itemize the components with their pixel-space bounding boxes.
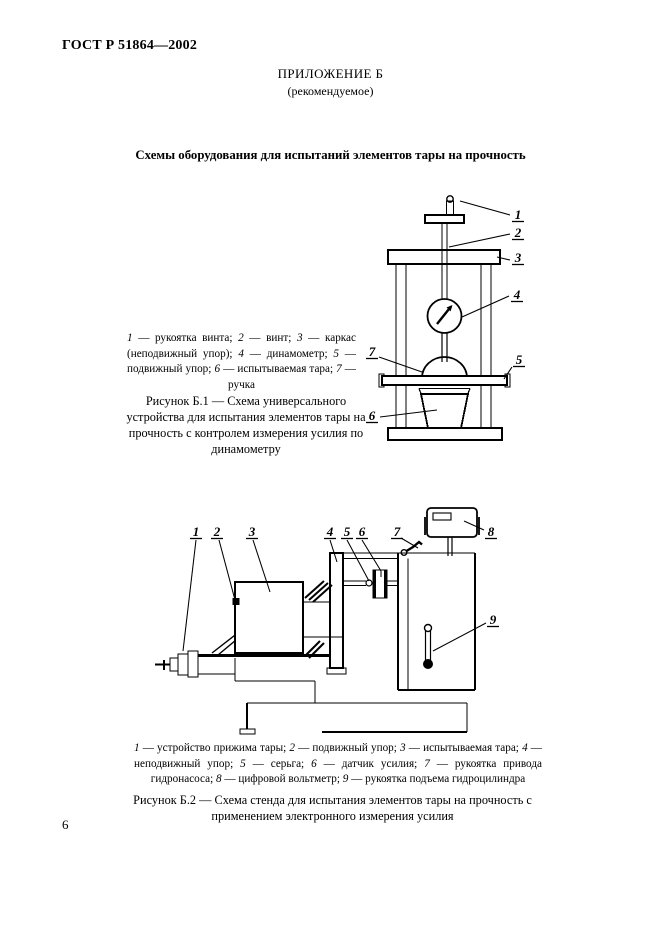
test-container xyxy=(419,389,470,429)
screw-handle xyxy=(425,196,464,300)
dynamometer-gauge xyxy=(428,299,462,362)
callout-9: 9 xyxy=(489,612,497,627)
callout-1: 1 xyxy=(514,207,522,222)
figure-b1-legend: 1 — рукоятка винта; 2 — винт; 3 — каркас (неподвижный упор); 4 — динамометр; 5 — подвижный упор; 6 — испытываемая тара; 7 — ручка xyxy=(127,332,356,391)
callout-4: 4 xyxy=(513,287,521,302)
hydraulic-lift-handle xyxy=(423,625,433,670)
load-cell-assembly xyxy=(343,570,398,598)
figure-b1-caption: Рисунок Б.1 — Схема универсального устройства для испытания элементов тары на прочность с контролем измерения усилия по динамометру xyxy=(126,394,366,456)
movable-stop xyxy=(233,598,240,605)
callout-3: 3 xyxy=(248,524,256,539)
callout-leader-lines xyxy=(183,521,486,651)
shackle-links xyxy=(303,581,343,658)
voltmeter-display xyxy=(433,513,451,520)
callout-6: 6 xyxy=(358,524,366,539)
callout-3: 3 xyxy=(514,250,522,265)
callout-6: 6 xyxy=(368,408,376,423)
figure-b2-diagram xyxy=(150,503,505,738)
callout-2: 2 xyxy=(514,225,522,240)
fixed-stop-plate xyxy=(327,553,475,674)
callout-5: 5 xyxy=(343,524,351,539)
appendix-label: ПРИЛОЖЕНИЕ Б xyxy=(277,66,384,81)
hydraulic-unit xyxy=(398,553,475,690)
base-platform xyxy=(235,658,467,734)
clamping-device xyxy=(155,651,198,677)
section-title: Схемы оборудования для испытаний элементов тары на прочность xyxy=(135,148,526,162)
figure-b2-legend: 1 — устройство прижима тары; 2 — подвижный упор; 3 — испытываемая тара; 4 — неподвижный упор; 5 — серьга; 6 — датчик усилия; 7 — рукоятка привода гидронасоса; 8 — цифровой вольтметр; 9 — рукоятка подъема гидроцилиндра xyxy=(134,742,542,785)
test-box xyxy=(233,582,304,653)
digital-voltmeter xyxy=(425,508,479,556)
standard-number: ГОСТ Р 51864—2002 xyxy=(62,38,198,53)
callout-4: 4 xyxy=(326,524,334,539)
movable-platen xyxy=(379,374,510,387)
page-number: 6 xyxy=(62,817,69,832)
callout-2: 2 xyxy=(213,524,221,539)
callout-8: 8 xyxy=(487,524,495,539)
appendix-note: (рекомендуемое) xyxy=(287,84,374,98)
figure-b2-caption: Рисунок Б.2 — Схема стенда для испытания элементов тары на прочность с применением электронного измерения усилия xyxy=(133,793,532,823)
callout-7: 7 xyxy=(368,344,376,359)
callout-5: 5 xyxy=(515,352,523,367)
press-pad-handle xyxy=(422,357,467,378)
callout-7: 7 xyxy=(393,524,401,539)
callout-1: 1 xyxy=(192,524,200,539)
